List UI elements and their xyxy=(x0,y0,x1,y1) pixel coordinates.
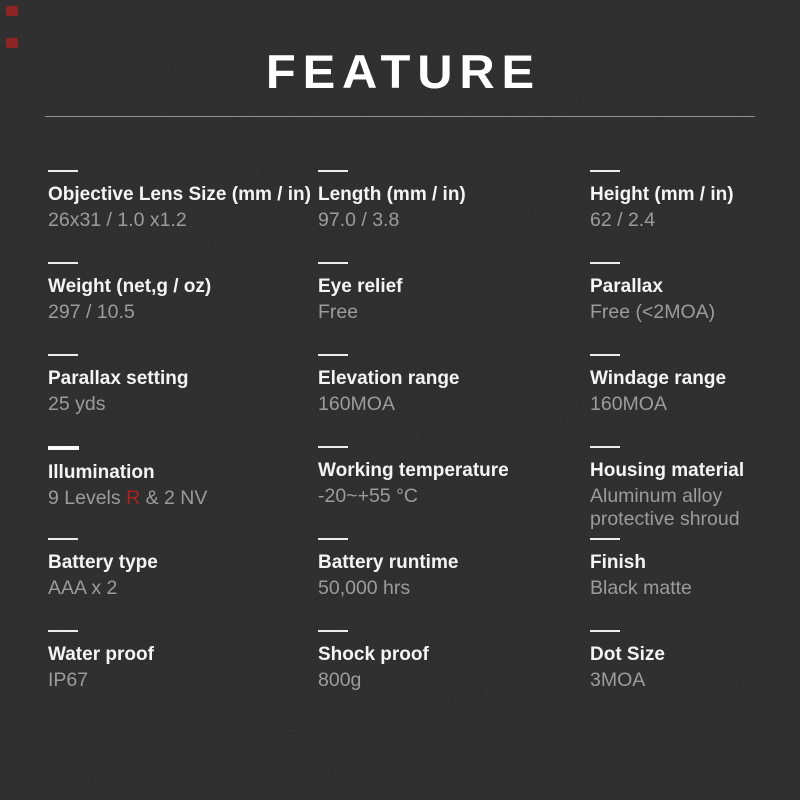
spec-item xyxy=(48,618,318,710)
item-dash xyxy=(48,170,78,172)
spec-item xyxy=(48,158,318,250)
spec-value: 3MOA xyxy=(590,669,646,692)
spec-label: Battery runtime xyxy=(318,552,459,573)
spec-value: IP67 xyxy=(48,669,89,692)
item-dash xyxy=(318,262,348,264)
spec-label: Windage range xyxy=(590,368,727,389)
spec-label: Housing material xyxy=(590,460,745,481)
spec-item xyxy=(318,526,590,618)
spec-value: Aluminum alloy protective shroud xyxy=(590,485,740,531)
spec-item xyxy=(318,342,590,434)
spec-value: 62 / 2.4 xyxy=(590,209,656,232)
spec-label: Parallax xyxy=(590,276,663,297)
item-dash xyxy=(48,354,78,356)
spec-item xyxy=(318,250,590,342)
spec-label: Parallax setting xyxy=(48,368,189,389)
spec-label: Dot Size xyxy=(590,644,665,665)
spec-value: 800g xyxy=(318,669,362,692)
spec-label: Water proof xyxy=(48,644,154,665)
spec-value: 297 / 10.5 xyxy=(48,301,135,324)
item-dash xyxy=(590,630,620,632)
highlighted-value: R xyxy=(126,487,141,510)
item-dash xyxy=(48,538,78,540)
spec-item xyxy=(590,342,760,434)
item-dash xyxy=(318,538,348,540)
spec-label: Objective Lens Size (mm / in) xyxy=(48,184,311,205)
spec-value: Black matte xyxy=(590,577,692,600)
spec-value: 160MOA xyxy=(590,393,667,416)
spec-value: Free (<2MOA) xyxy=(590,301,716,324)
spec-label: Weight (net,g / oz) xyxy=(48,276,212,297)
red-corner-mark xyxy=(6,5,19,16)
spec-label: Finish xyxy=(590,552,646,573)
spec-label: Illumination xyxy=(48,462,155,483)
spec-item xyxy=(48,342,318,434)
spec-label: Battery type xyxy=(48,552,158,573)
spec-item xyxy=(318,158,590,250)
spec-item xyxy=(318,434,590,526)
spec-value: 26x31 / 1.0 x1.2 xyxy=(48,209,187,232)
spec-item xyxy=(48,526,318,618)
item-dash xyxy=(48,262,78,264)
item-dash xyxy=(590,538,620,540)
spec-item xyxy=(590,250,760,342)
spec-grid xyxy=(48,158,760,710)
spec-item xyxy=(590,618,760,710)
item-dash xyxy=(590,170,620,172)
item-dash xyxy=(590,354,620,356)
spec-label: Shock proof xyxy=(318,644,429,665)
spec-value: Free xyxy=(318,301,359,324)
spec-label: Eye relief xyxy=(318,276,403,297)
spec-value: AAA x 2 xyxy=(48,577,118,600)
item-dash xyxy=(48,630,78,632)
spec-value: 25 yds xyxy=(48,393,106,416)
spec-value: 97.0 / 3.8 xyxy=(318,209,400,232)
spec-value: 50,000 hrs xyxy=(318,577,411,600)
spec-item xyxy=(48,434,318,526)
spec-item xyxy=(318,618,590,710)
item-dash xyxy=(318,446,348,448)
page-title: FEATURE xyxy=(265,45,541,98)
item-dash xyxy=(48,446,79,450)
title-divider xyxy=(45,116,755,117)
item-dash xyxy=(318,170,348,172)
spec-value: -20~+55 °C xyxy=(318,485,418,508)
spec-label: Length (mm / in) xyxy=(318,184,466,205)
spec-label: Working temperature xyxy=(318,460,509,481)
spec-item xyxy=(590,526,760,618)
spec-label: Height (mm / in) xyxy=(590,184,734,205)
spec-item xyxy=(48,250,318,342)
spec-item xyxy=(590,158,760,250)
spec-value: 9 Levels R & 2 NV xyxy=(48,487,208,510)
spec-value: 160MOA xyxy=(318,393,395,416)
item-dash xyxy=(318,354,348,356)
item-dash xyxy=(590,262,620,264)
item-dash xyxy=(318,630,348,632)
spec-label: Elevation range xyxy=(318,368,460,389)
item-dash xyxy=(590,446,620,448)
spec-item xyxy=(590,434,760,531)
